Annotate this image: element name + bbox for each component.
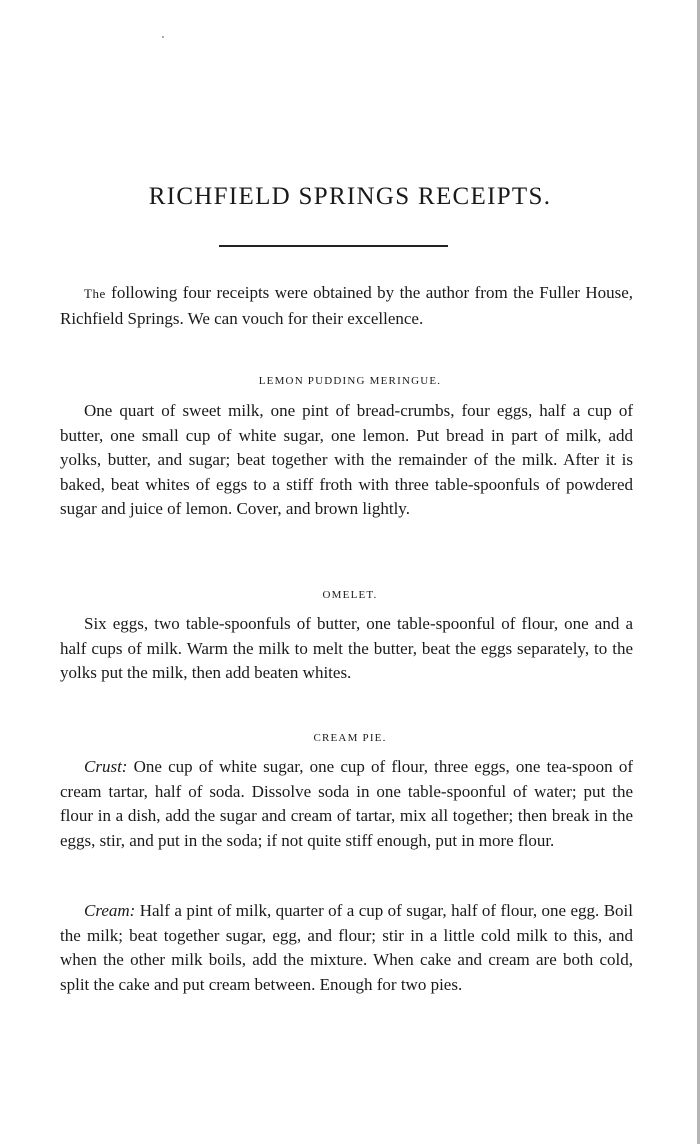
title-rule: [219, 245, 448, 247]
recipe-heading-lemon-pudding: LEMON PUDDING MERINGUE.: [258, 375, 442, 387]
page-title: RICHFIELD SPRINGS RECEIPTS.: [148, 183, 552, 210]
crust-text: One cup of white sugar, one cup of flour, three eggs, one tea-spoon of cream tartar, half of soda. Dissolve soda in one table-spoonful of water; put the flour in a dish, add the sugar and cream of tartar, mix all together; then break in the eggs, stir, and put in the soda; if not quite stiff enough, put in more flour.: [60, 757, 633, 850]
recipe-crust-paragraph: [60, 755, 633, 853]
crust-label: Crust:: [84, 757, 128, 776]
intro-lead-word: The: [84, 286, 106, 301]
cream-text: Half a pint of milk, quarter of a cup of sugar, half of flour, one egg. Boil the milk; beat together sugar, egg, and flour; stir in a little cold milk to this, and when the other milk boils, add the mixture. When cake and cream are both cold, split the cake and put cream between. Enough for two pies.: [60, 901, 633, 994]
recipe-heading-cream-pie: CREAM PIE.: [313, 732, 387, 744]
recipe-text-lemon-pudding: One quart of sweet milk, one pint of bread-crumbs, four eggs, half a cup of butter, one small cup of white sugar, one lemon. Put bread in part of milk, add yolks, butter, and sugar; beat together with the remainder of the milk. After it is baked, beat whites of eggs to a stiff froth with three table-spoonfuls of powdered sugar and juice of lemon. Cover, and brown lightly.: [60, 401, 633, 518]
cream-label: Cream:: [84, 901, 136, 920]
recipe-cream-paragraph: [60, 899, 633, 997]
recipe-heading-omelet: OMELET.: [322, 589, 378, 601]
recipe-text-omelet: Six eggs, two table-spoonfuls of butter, one table-spoonful of flour, one and a half cups of milk. Warm the milk to melt the butter, beat the eggs separately, to the yolks put the milk, then add beaten whites.: [60, 614, 633, 682]
intro-text: following four receipts were obtained by the author from the Fuller House, Richfield Springs. We can vouch for their excellence.: [60, 283, 634, 328]
intro-paragraph: [60, 281, 633, 331]
paper-speck: [162, 36, 164, 38]
